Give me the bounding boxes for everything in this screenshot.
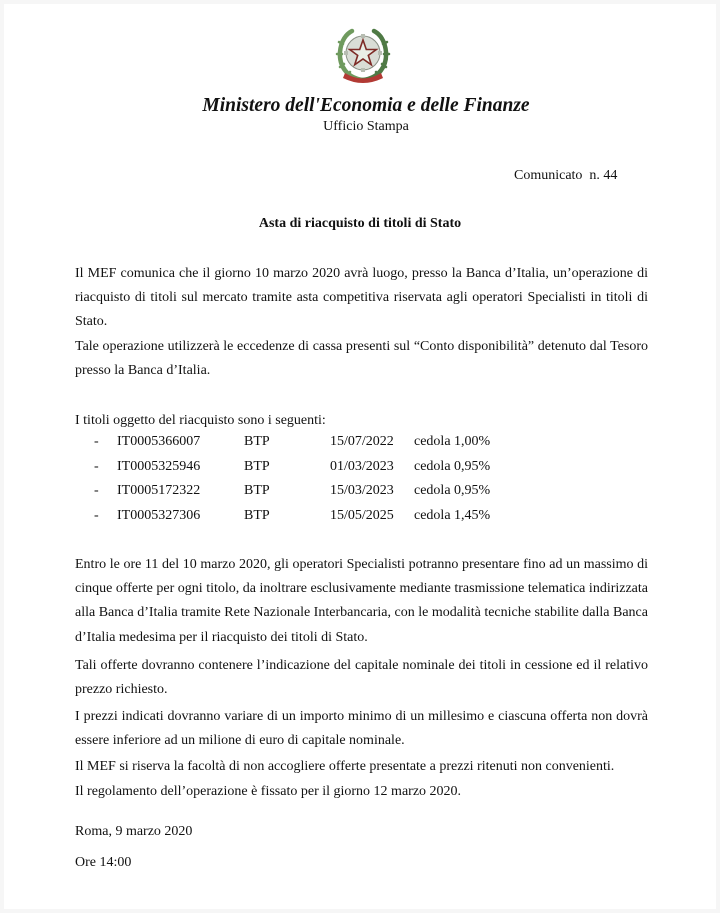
bullet-dash: - bbox=[94, 458, 99, 474]
coupon-rate: cedola 0,95% bbox=[414, 483, 491, 498]
isin-code: IT0005366007 bbox=[117, 434, 201, 449]
comunicato-number: Comunicato n. 44 bbox=[514, 168, 618, 183]
coupon-rate: cedola 1,00% bbox=[414, 434, 491, 449]
intro-paragraph-2: Tale operazione utilizzerà le eccedenze di cassa presenti sul “Conto disponibilità” detenuto dal Tesoro presso la Banca d’Italia. bbox=[75, 339, 648, 379]
place-date: Roma, 9 marzo 2020 bbox=[75, 824, 193, 839]
bond-type: BTP bbox=[244, 483, 270, 498]
bullet-dash: - bbox=[94, 483, 99, 498]
maturity-date: 15/05/2025 bbox=[330, 507, 394, 523]
bond-type: BTP bbox=[244, 507, 270, 523]
body-paragraph-5: Il regolamento dell’operazione è fissato per il giorno 12 marzo 2020. bbox=[75, 784, 462, 799]
office-subtitle: Ufficio Stampa bbox=[323, 119, 409, 134]
maturity-date: 15/07/2022 bbox=[330, 434, 394, 449]
isin-code: IT0005327306 bbox=[117, 507, 201, 523]
italian-emblem-logo bbox=[334, 26, 392, 86]
isin-code: IT0005325946 bbox=[117, 458, 201, 474]
intro-paragraph-1: Il MEF comunica che il giorno 10 marzo 2020 avrà luogo, presso la Banca d’Italia, un’operazione di riacquisto di titoli sul mercato tramite asta competitiva riservata agli operatori Specialisti in titoli di Stato. bbox=[75, 266, 648, 330]
bond-type: BTP bbox=[244, 458, 270, 474]
coupon-rate: cedola 0,95% bbox=[414, 458, 491, 474]
bullet-dash: - bbox=[94, 507, 99, 523]
body-paragraph-2: Tali offerte dovranno contenere l’indicazione del capitale nominale dei titoli in cessione ed il relativo prezzo richiesto. bbox=[75, 658, 648, 698]
titles-intro: I titoli oggetto del riacquisto sono i seguenti: bbox=[75, 413, 326, 428]
body-paragraph-3: I prezzi indicati dovranno variare di un importo minimo di un millesimo e ciascuna offerta non dovrà essere inferiore ad un milione di euro di capitale nominale. bbox=[75, 709, 648, 749]
bullet-dash: - bbox=[94, 434, 99, 449]
body-paragraph-4: Il MEF si riserva la facoltà di non accogliere offerte presentate a prezzi ritenuti non convenienti. bbox=[75, 759, 615, 774]
maturity-date: 15/03/2023 bbox=[330, 483, 394, 498]
bond-type: BTP bbox=[244, 434, 270, 449]
ministry-title: Ministero dell'Economia e delle Finanze bbox=[202, 95, 530, 116]
isin-code: IT0005172322 bbox=[117, 483, 201, 498]
maturity-date: 01/03/2023 bbox=[330, 458, 394, 474]
release-time: Ore 14:00 bbox=[75, 855, 132, 870]
body-paragraph-1: Entro le ore 11 del 10 marzo 2020, gli operatori Specialisti potranno presentare fino ad un massimo di cinque offerte per ogni titolo, da inoltrare esclusivamente mediante trasmissione telematica indirizzata alla Banca d’Italia tramite Rete Nazionale Interbancaria, con le modalità tecniche stabilite dalla Banca d’Italia medesima per il riacquisto dei titoli di Stato. bbox=[75, 557, 648, 645]
document-page bbox=[4, 4, 716, 909]
coupon-rate: cedola 1,45% bbox=[414, 507, 491, 523]
document-title: Asta di riacquisto di titoli di Stato bbox=[258, 216, 462, 231]
